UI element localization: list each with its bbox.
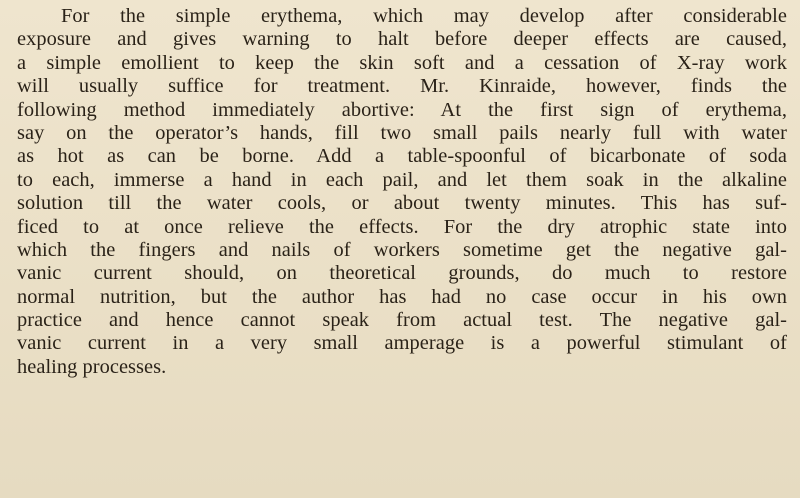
text-line: vanic current should, on theoretical grounds, do much to restore <box>17 262 787 285</box>
text-line: will usually suffice for treatment. Mr. Kinraide, however, finds the <box>17 75 787 98</box>
text-line: to each, immerse a hand in each pail, and let them soak in the alkaline <box>17 168 787 191</box>
text-line: as hot as can be borne. Add a table-spoonful of bicarbonate of soda <box>17 145 787 168</box>
text-line: ficed to at once relieve the effects. For the dry atrophic state into <box>17 215 787 238</box>
text-line: healing processes. <box>17 355 167 378</box>
text-line: say on the operator’s hands, fill two small pails nearly full with water <box>17 121 787 144</box>
text-line: exposure and gives warning to halt before deeper effects are caused, <box>17 28 787 51</box>
text-line: vanic current in a very small amperage is a powerful stimulant of <box>17 332 787 355</box>
text-line: practice and hence cannot speak from actual test. The negative gal- <box>17 309 787 332</box>
text-line: normal nutrition, but the author has had no case occur in his own <box>17 285 787 308</box>
text-line: solution till the water cools, or about twenty minutes. This has suf- <box>17 192 787 215</box>
text-line: For the simple erythema, which may develop after considerable <box>61 5 787 27</box>
text-line: which the fingers and nails of workers sometime get the negative gal- <box>17 238 787 261</box>
text-line: a simple emollient to keep the skin soft and a cessation of X-ray work <box>17 51 787 74</box>
text-line: following method immediately abortive: At the first sign of erythema, <box>17 98 787 121</box>
paragraph <box>17 5 787 379</box>
